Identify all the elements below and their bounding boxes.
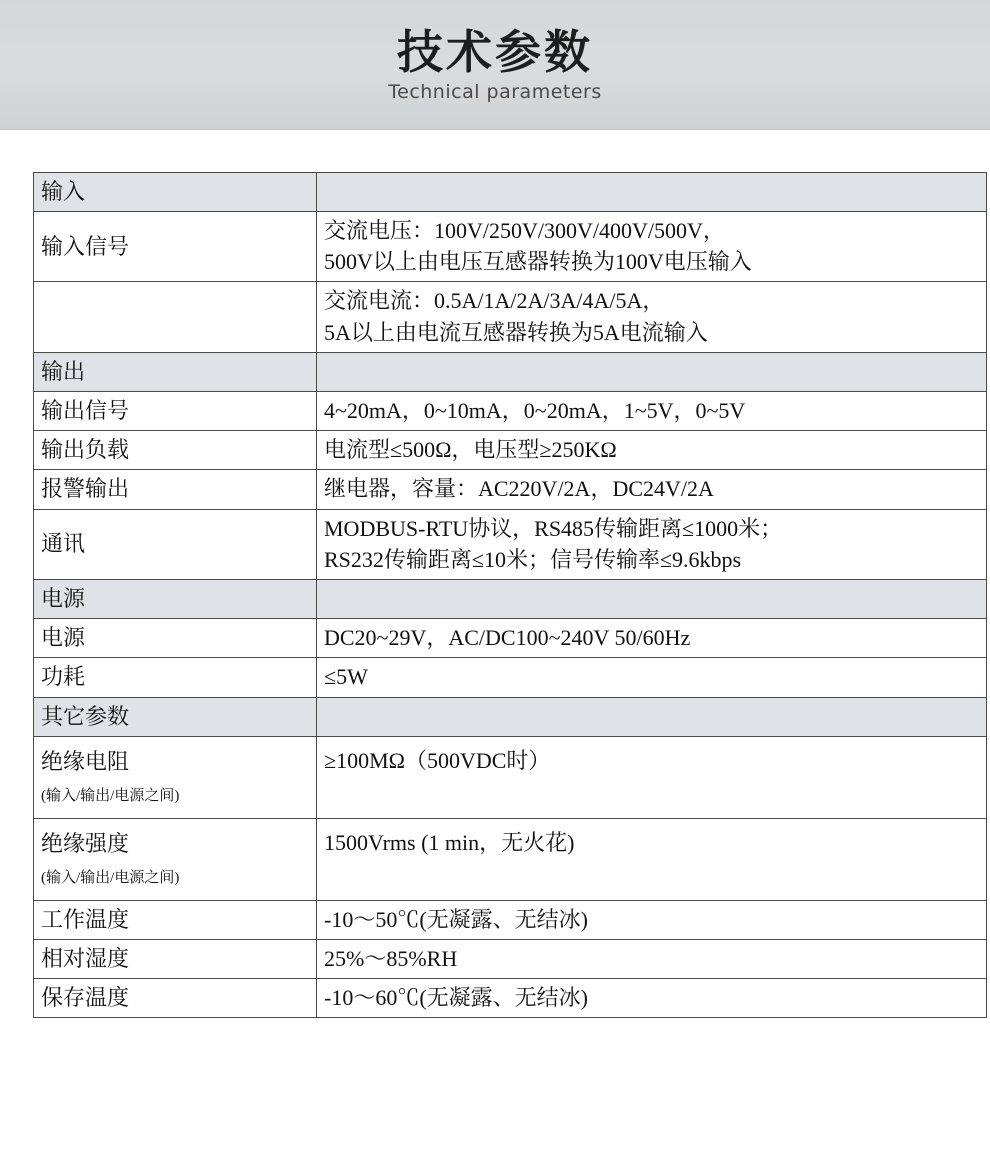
table-row <box>34 619 987 658</box>
section-value <box>317 173 987 212</box>
technical-parameters-table <box>33 172 987 1018</box>
row-value: 25%～85%RH <box>317 939 987 978</box>
row-label-note: (输入/输出/电源之间) <box>41 870 180 887</box>
table-row <box>34 431 987 470</box>
row-value-line2: RS232传输距离≤10米；信号传输率≤9.6kbps <box>324 546 742 572</box>
row-label: 功耗 <box>34 658 317 697</box>
row-value: 1500Vrms (1 min，无火花) <box>317 818 987 900</box>
row-label: 工作温度 <box>34 900 317 939</box>
row-label-text: 绝缘强度 <box>41 831 130 857</box>
row-label: 输入信号 <box>34 212 317 282</box>
section-value <box>317 697 987 736</box>
table-row <box>34 391 987 430</box>
table-row <box>34 658 987 697</box>
row-label <box>34 282 317 352</box>
section-label: 输入 <box>34 173 317 212</box>
row-value-line1: MODBUS-RTU协议，RS485传输距离≤1000米； <box>324 515 783 541</box>
row-label-note: (输入/输出/电源之间) <box>41 788 180 805</box>
row-label: 相对湿度 <box>34 939 317 978</box>
row-value: DC20~29V，AC/DC100~240V 50/60Hz <box>317 619 987 658</box>
table-row <box>34 212 987 282</box>
row-label: 输出信号 <box>34 391 317 430</box>
page-subtitle: Technical parameters <box>388 80 602 103</box>
row-value <box>317 212 987 282</box>
section-label: 电源 <box>34 580 317 619</box>
table-row <box>34 818 987 900</box>
row-value: ≤5W <box>317 658 987 697</box>
table-row <box>34 697 987 736</box>
row-label <box>34 736 317 818</box>
row-value: -10～50℃(无凝露、无结冰) <box>317 900 987 939</box>
row-label-text: 绝缘电阻 <box>41 749 130 775</box>
row-value-line2: 5A以上由电流互感器转换为5A电流输入 <box>324 319 708 345</box>
row-value: 4~20mA，0~10mA，0~20mA，1~5V，0~5V <box>317 391 987 430</box>
row-label: 保存温度 <box>34 979 317 1018</box>
row-label: 通讯 <box>34 509 317 579</box>
row-label: 输出负载 <box>34 431 317 470</box>
table-row <box>34 900 987 939</box>
row-value: -10～60℃(无凝露、无结冰) <box>317 979 987 1018</box>
page-title: 技术参数 <box>397 25 593 80</box>
table-row <box>34 580 987 619</box>
row-value: ≥100MΩ（500VDC时） <box>317 736 987 818</box>
table-row <box>34 352 987 391</box>
row-label: 报警输出 <box>34 470 317 509</box>
section-label: 其它参数 <box>34 697 317 736</box>
section-label: 输出 <box>34 352 317 391</box>
row-label: 电源 <box>34 619 317 658</box>
spec-table-container <box>0 130 990 1018</box>
row-value-line1: 交流电流：0.5A/1A/2A/3A/4A/5A， <box>324 288 665 314</box>
table-row <box>34 282 987 352</box>
row-value <box>317 282 987 352</box>
table-row <box>34 470 987 509</box>
row-value: 继电器，容量：AC220V/2A，DC24V/2A <box>317 470 987 509</box>
table-row <box>34 939 987 978</box>
table-row <box>34 736 987 818</box>
row-value: 电流型≤500Ω，电压型≥250KΩ <box>317 431 987 470</box>
table-row <box>34 173 987 212</box>
table-row <box>34 509 987 579</box>
row-value-line2: 500V以上由电压互感器转换为100V电压输入 <box>324 249 752 275</box>
row-value-line1: 交流电压：100V/250V/300V/400V/500V， <box>324 218 725 243</box>
page-header <box>0 0 990 130</box>
section-value <box>317 352 987 391</box>
table-row <box>34 979 987 1018</box>
section-value <box>317 580 987 619</box>
row-value <box>317 509 987 579</box>
row-label <box>34 818 317 900</box>
